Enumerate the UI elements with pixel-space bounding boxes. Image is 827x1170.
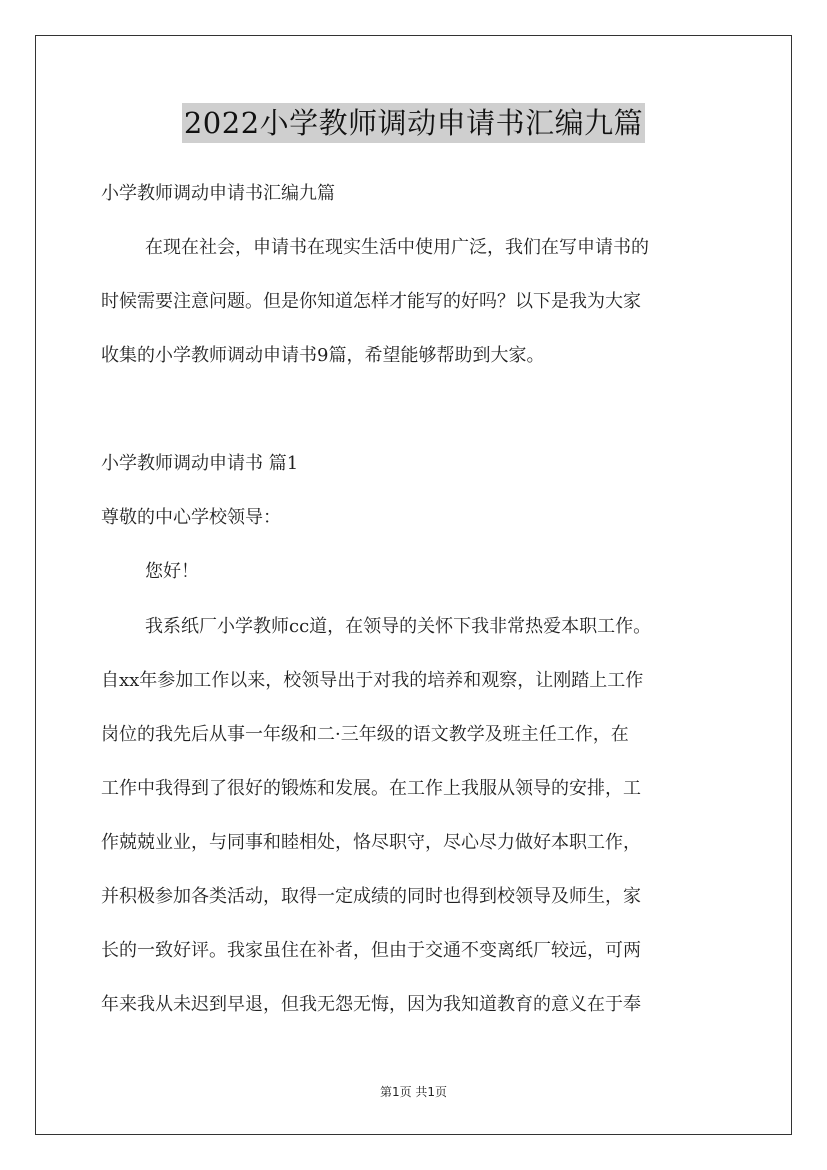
greeting: 您好！ <box>145 561 199 582</box>
body-line-8: 年来我从未迟到早退，但我无怨无悔，因为我知道教育的意义在于奉 <box>101 994 641 1015</box>
body-line-3: 岗位的我先后从事一年级和二·三年级的语文教学及班主任工作，在 <box>101 724 629 745</box>
salutation: 尊敬的中心学校领导： <box>101 507 281 528</box>
page-footer: 第1页 共1页 <box>379 1085 448 1099</box>
intro-line-2: 时候需要注意问题。但是你知道怎样才能写的好吗？以下是我为大家 <box>101 291 641 312</box>
section-heading: 小学教师调动申请书 篇1 <box>101 453 299 474</box>
body-line-7: 长的一致好评。我家虽住在补者，但由于交通不变离纸厂较远，可两 <box>101 940 641 961</box>
body-line-2: 自xx年参加工作以来，校领导出于对我的培养和观察，让刚踏上工作 <box>101 670 644 691</box>
document-subtitle: 小学教师调动申请书汇编九篇 <box>101 183 335 204</box>
body-line-4: 工作中我得到了很好的锻炼和发展。在工作上我服从领导的安排，工 <box>101 778 641 799</box>
body-line-5: 作兢兢业业，与同事和睦相处，恪尽职守，尽心尽力做好本职工作， <box>101 832 641 853</box>
title-container <box>0 103 827 143</box>
body-line-1: 我系纸厂小学教师cc道，在领导的关怀下我非常热爱本职工作。 <box>145 616 652 637</box>
intro-line-3: 收集的小学教师调动申请书9篇，希望能够帮助到大家。 <box>101 345 545 366</box>
document-title: 2022小学教师调动申请书汇编九篇 <box>182 103 645 143</box>
intro-line-1: 在现在社会，申请书在现实生活中使用广泛，我们在写申请书的 <box>145 237 649 258</box>
body-line-6: 并积极参加各类活动，取得一定成绩的同时也得到校领导及师生，家 <box>101 886 641 907</box>
